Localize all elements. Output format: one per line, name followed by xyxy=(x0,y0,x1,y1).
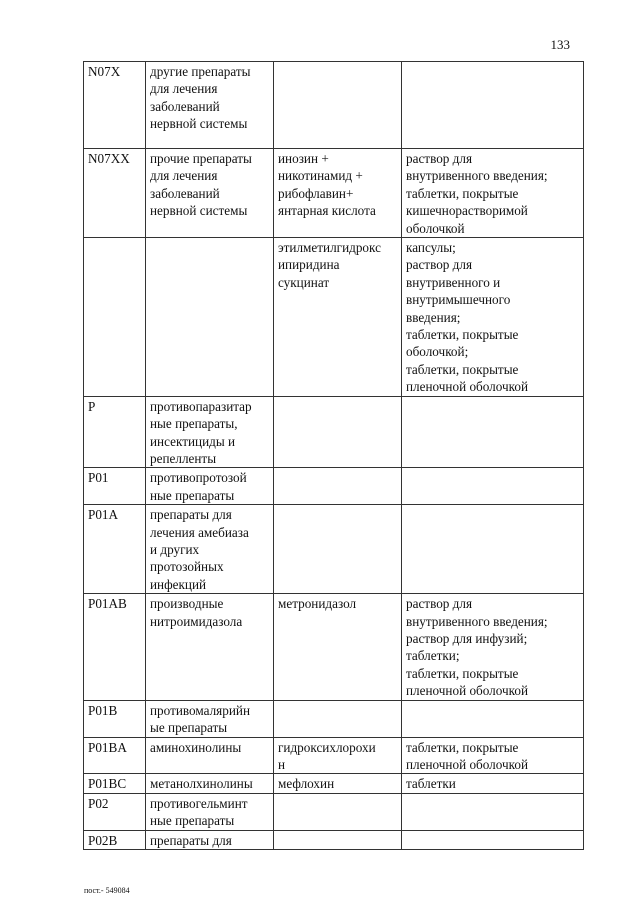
drug-name-cell: этилметилгидрокс ипиридина сукцинат xyxy=(274,238,402,397)
dosage-form-cell xyxy=(402,62,584,149)
group-name-cell: противопротозой ные препараты xyxy=(146,468,274,505)
group-name-cell: производные нитроимидазола xyxy=(146,594,274,700)
group-name-cell: аминохинолины xyxy=(146,737,274,774)
atc-code-cell: P01A xyxy=(84,505,146,594)
group-name-cell: противомалярийн ые препараты xyxy=(146,700,274,737)
atc-code-cell: P01BA xyxy=(84,737,146,774)
drug-name-cell xyxy=(274,830,402,849)
atc-code-cell: P02B xyxy=(84,830,146,849)
dosage-form-cell: таблетки xyxy=(402,774,584,793)
table-row xyxy=(84,505,584,594)
atc-code-cell: P02 xyxy=(84,793,146,830)
dosage-form-cell xyxy=(402,793,584,830)
dosage-form-cell xyxy=(402,830,584,849)
dosage-form-cell: капсулы; раствор для внутривенного и внутримышечного введения; таблетки, покрытые оболочкой; таблетки, покрытые пленочной оболочкой xyxy=(402,238,584,397)
table-row xyxy=(84,700,584,737)
atc-code-cell xyxy=(84,238,146,397)
table-row xyxy=(84,238,584,397)
dosage-form-cell xyxy=(402,505,584,594)
drug-name-cell xyxy=(274,62,402,149)
table-row xyxy=(84,149,584,238)
group-name-cell: препараты для лечения амебиаза и других протозойных инфекций xyxy=(146,505,274,594)
dosage-form-cell xyxy=(402,468,584,505)
group-name-cell: противопаразитар ные препараты, инсектициды и репелленты xyxy=(146,396,274,468)
group-name-cell xyxy=(146,238,274,397)
atc-code-cell: N07XX xyxy=(84,149,146,238)
footer-note: пост.- 549084 xyxy=(84,886,130,895)
group-name-cell: прочие препараты для лечения заболеваний нервной системы xyxy=(146,149,274,238)
drug-name-cell: гидроксихлорохи н xyxy=(274,737,402,774)
dosage-form-cell: раствор для внутривенного введения; таблетки, покрытые кишечнорастворимой оболочкой xyxy=(402,149,584,238)
group-name-cell: противогельминт ные препараты xyxy=(146,793,274,830)
table-row xyxy=(84,594,584,700)
drug-name-cell: метронидазол xyxy=(274,594,402,700)
drug-name-cell xyxy=(274,700,402,737)
atc-code-cell: P01B xyxy=(84,700,146,737)
dosage-form-cell: таблетки, покрытые пленочной оболочкой xyxy=(402,737,584,774)
page-number: 133 xyxy=(550,37,570,52)
group-name-cell: метанолхинолины xyxy=(146,774,274,793)
dosage-form-cell xyxy=(402,700,584,737)
atc-code-cell: P01AB xyxy=(84,594,146,700)
drug-name-cell: мефлохин xyxy=(274,774,402,793)
group-name-cell: другие препараты для лечения заболеваний нервной системы xyxy=(146,62,274,149)
table-row xyxy=(84,774,584,793)
drug-name-cell xyxy=(274,468,402,505)
drug-name-cell xyxy=(274,793,402,830)
atc-code-cell: N07X xyxy=(84,62,146,149)
drug-table xyxy=(83,61,584,850)
atc-code-cell: P xyxy=(84,396,146,468)
atc-code-cell: P01 xyxy=(84,468,146,505)
table-row xyxy=(84,737,584,774)
table-row xyxy=(84,62,584,149)
group-name-cell: препараты для xyxy=(146,830,274,849)
table-row xyxy=(84,830,584,849)
dosage-form-cell xyxy=(402,396,584,468)
drug-name-cell xyxy=(274,505,402,594)
table-row xyxy=(84,396,584,468)
dosage-form-cell: раствор для внутривенного введения; раствор для инфузий; таблетки; таблетки, покрытые пленочной оболочкой xyxy=(402,594,584,700)
table-row xyxy=(84,468,584,505)
atc-code-cell: P01BC xyxy=(84,774,146,793)
drug-name-cell xyxy=(274,396,402,468)
drug-name-cell: инозин + никотинамид + рибофлавин+ янтарная кислота xyxy=(274,149,402,238)
table-row xyxy=(84,793,584,830)
